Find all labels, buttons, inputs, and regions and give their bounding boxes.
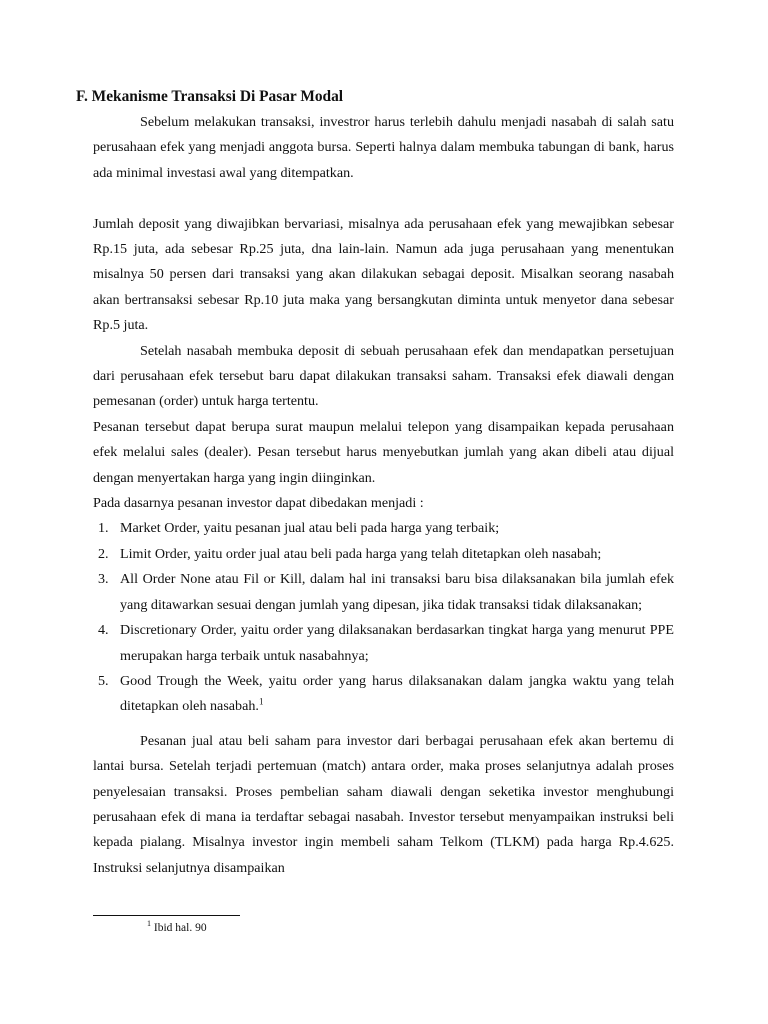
list-item-text: Good Trough the Week, yaitu order yang harus dilaksanakan dalam jangka waktu yang telah ditetapkan oleh nasabah. (120, 672, 674, 715)
footnote-reference[interactable]: 1 (258, 696, 264, 707)
section-heading: F. Mekanisme Transaksi Di Pasar Modal (76, 88, 344, 105)
list-item-number: 3. (98, 571, 109, 588)
section-body (93, 110, 674, 881)
list-item-text: All Order None atau Fil or Kill, dalam hal ini transaksi baru bisa dilaksanakan bila jumlah efek yang ditawarkan sesuai dengan jumlah yang dipesan, jika tidak transaksi tidak dilaksanakan; (120, 571, 674, 613)
list-item-all-or-none (93, 567, 674, 618)
list-item-good-through-week (93, 669, 674, 720)
footnote-marker: 1 (147, 919, 151, 929)
list-item-text: Limit Order, yaitu order jual atau beli pada harga yang telah ditetapkan oleh nasabah; (120, 545, 602, 562)
list-item-number: 1. (98, 520, 109, 537)
paragraph-order-delivery: Pesanan tersebut dapat berupa surat maupun melalui telepon yang disampaikan kepada perusahaan efek melalui sales (dealer). Pesan tersebut harus menyebutkan jumlah yang akan dibeli atau dijual dengan menyertakan harga yang ingin diinginkan. (93, 418, 674, 486)
paragraph-order-types-intro: Pada dasarnya pesanan investor dapat dibedakan menjadi : (93, 495, 424, 512)
list-item-number: 2. (98, 545, 109, 562)
paragraph-order-start: Setelah nasabah membuka deposit di sebuah perusahaan efek dan mendapatkan persetujuan dari perusahaan efek tersebut baru dapat dilakukan transaksi saham. Transaksi efek diawali dengan pemesanan (order) untuk harga tertentu. (93, 342, 674, 410)
list-item-number: 4. (98, 622, 109, 639)
footnote-separator (93, 915, 240, 916)
order-types-list (93, 516, 674, 719)
list-item-discretionary-order (93, 618, 674, 669)
list-item-market-order (93, 516, 674, 541)
footnote-text: Ibid hal. 90 (151, 922, 207, 934)
paragraph-investor-account: Sebelum melakukan transaksi, investror harus terlebih dahulu menjadi nasabah di salah satu perusahaan efek yang menjadi anggota bursa. Seperti halnya dalam membuka tabungan di bank, harus ada minimal investasi awal yang ditempatkan. (93, 114, 674, 181)
list-item-number: 5. (98, 672, 109, 689)
list-item-limit-order (93, 542, 674, 567)
paragraph-deposit-amount: Jumlah deposit yang diwajibkan bervariasi, misalnya ada perusahaan efek yang mewajibkan sebesar Rp.15 juta, ada sebesar Rp.25 juta, dna lain-lain. Namun ada juga perusahaan yang menentukan misalnya 50 persen dari transaksi yang akan dilakukan sebagai deposit. Misalkan seorang nasabah akan bertransaksi sebesar Rp.10 juta maka yang bersangkutan diminta untuk menyetor dana sebesar Rp.5 juta. (93, 215, 674, 334)
list-item-text: Market Order, yaitu pesanan jual atau beli pada harga yang terbaik; (120, 520, 500, 537)
footnote (147, 920, 207, 936)
paragraph-settlement: Pesanan jual atau beli saham para investor dari berbagai perusahaan efek akan bertemu di lantai bursa. Setelah terjadi pertemuan (match) antara order, maka proses selanjutnya adalah proses penyelesaian transaksi. Proses pembelian saham diawali dengan seketika investor menghubungi perusahaan efek di mana ia terdaftar sebagai nasabah. Investor tersebut menyampaikan instruksi beli kepada pialang. Misalnya investor ingin membeli saham Telkom (TLKM) pada harga Rp.4.625. Instruksi selanjutnya disampaikan (93, 732, 674, 876)
list-item-text: Discretionary Order, yaitu order yang dilaksanakan berdasarkan tingkat harga yang menurut PPE merupakan harga terbaik untuk nasabahnya; (120, 622, 674, 664)
